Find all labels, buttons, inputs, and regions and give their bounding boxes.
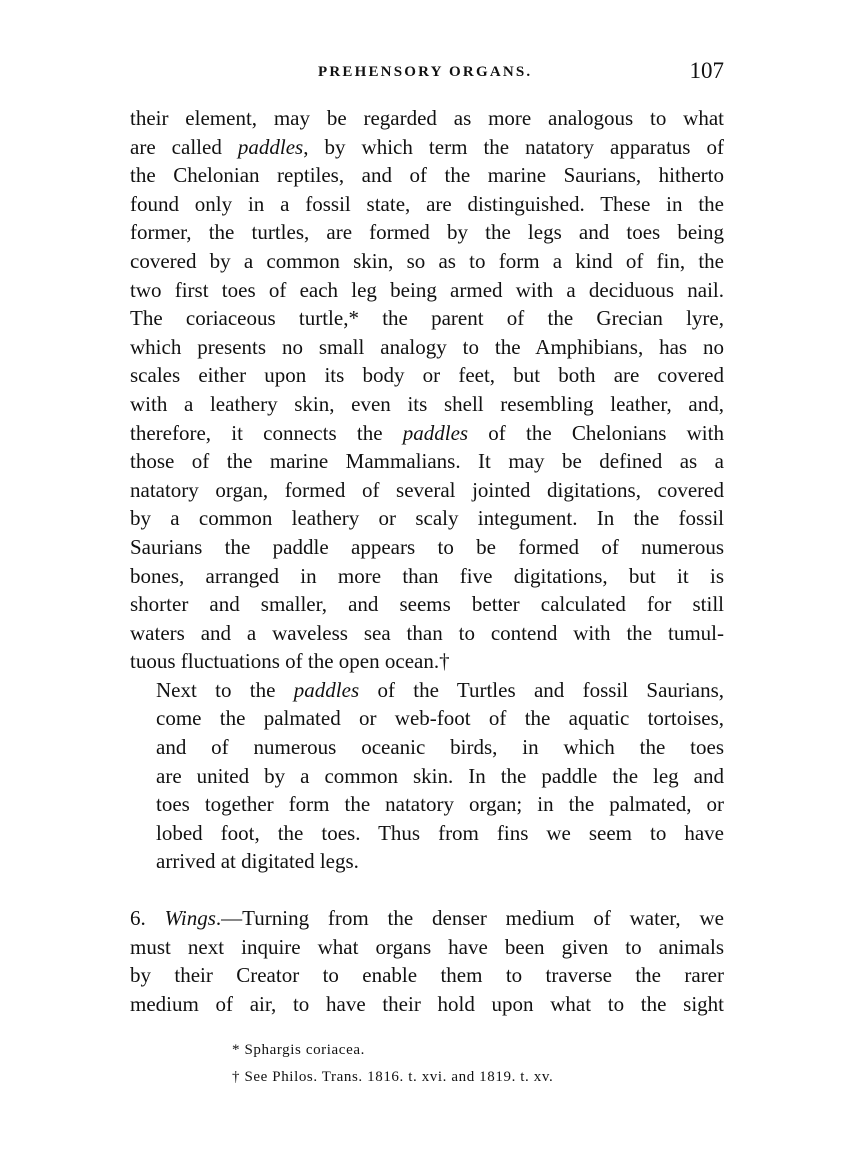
text-line: found only in a fossil state, are distinguished. These in the — [130, 191, 724, 216]
text-line: arrived at digitated legs. — [156, 849, 359, 874]
text-line: bones, arranged in more than five digitations, but it is — [130, 563, 724, 588]
text-line: lobed foot, the toes. Thus from fins we seem to have — [156, 820, 724, 845]
text-line: must next inquire what organs have been given to animals — [130, 934, 724, 959]
body-text — [130, 104, 724, 1018]
page-number: 107 — [689, 58, 724, 83]
text-line: covered by a common skin, so as to form a kind of fin, the — [130, 248, 724, 273]
text-line: which presents no small analogy to the Amphibians, has no — [130, 334, 724, 359]
text-line: by their Creator to enable them to traverse the rarer — [130, 963, 724, 988]
text-line: those of the marine Mammalians. It may be defined as a — [130, 449, 724, 474]
footnote: † See Philos. Trans. 1816. t. xvi. and 1819. t. xv. — [232, 1069, 554, 1085]
text-line: 6. Wings.—Turning from the denser medium of water, we — [130, 906, 724, 931]
paragraph-palmated — [130, 676, 724, 876]
text-line: their element, may be regarded as more analogous to what — [130, 106, 724, 130]
text-line: come the palmated or web-foot of the aquatic tortoises, — [156, 706, 724, 731]
text-line: by a common leathery or scaly integument. In the fossil — [130, 506, 724, 531]
text-line: former, the turtles, are formed by the legs and toes being — [130, 220, 724, 245]
text-line: are united by a common skin. In the paddle the leg and — [156, 763, 724, 788]
section-gap — [130, 876, 724, 904]
text-line: natatory organ, formed of several jointed digitations, covered — [130, 477, 724, 502]
text-line: Saurians the paddle appears to be formed of numerous — [130, 534, 724, 559]
text-line: scales either upon its body or feet, but both are covered — [130, 363, 724, 388]
text-line: medium of air, to have their hold upon what to the sight — [130, 991, 724, 1016]
text-line: waters and a waveless sea than to contend with the tumul- — [130, 620, 724, 645]
text-line: with a leathery skin, even its shell resembling leather, and, — [130, 391, 724, 416]
running-title: PREHENSORY ORGANS. — [318, 64, 533, 80]
text-line: toes together form the natatory organ; in the palmated, or — [156, 792, 724, 817]
text-line: the Chelonian reptiles, and of the marine Saurians, hitherto — [130, 163, 724, 188]
paragraph-paddles — [130, 104, 724, 676]
text-line: tuous fluctuations of the open ocean.† — [130, 649, 450, 674]
text-line: therefore, it connects the paddles of the Chelonians with — [130, 420, 724, 445]
text-line: are called paddles, by which term the natatory apparatus of — [130, 134, 724, 159]
text-line: and of numerous oceanic birds, in which the toes — [156, 735, 724, 760]
text-line: two first toes of each leg being armed with a deciduous nail. — [130, 277, 724, 302]
paragraph-wings — [130, 904, 724, 1018]
footnote: * Sphargis coriacea. — [232, 1042, 365, 1058]
footnotes — [232, 1037, 712, 1091]
text-line: Next to the paddles of the Turtles and fossil Saurians, — [156, 677, 724, 702]
text-line: shorter and smaller, and seems better calculated for still — [130, 592, 724, 617]
running-head — [130, 58, 724, 88]
text-line: The coriaceous turtle,* the parent of the Grecian lyre, — [130, 306, 724, 331]
